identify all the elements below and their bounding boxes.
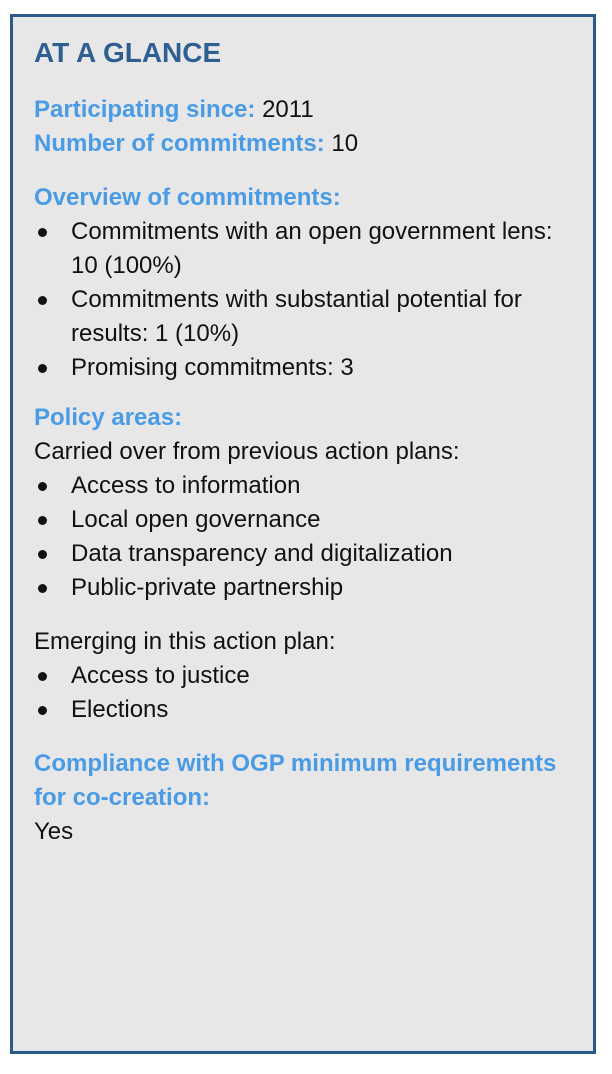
carried-over-label: Carried over from previous action plans: — [34, 438, 460, 465]
number-of-commitments-value: 10 — [331, 130, 359, 157]
emerging-list — [34, 659, 573, 727]
number-of-commitments-label: Number of commitments: — [34, 130, 325, 157]
participating-since-label: Participating since: — [34, 96, 256, 123]
participating-since — [34, 93, 573, 127]
at-a-glance-box — [10, 14, 596, 1054]
policy-areas-label: Policy areas: — [34, 404, 183, 431]
list-item: Public-private partnership — [34, 571, 573, 605]
list-item: Local open governance — [34, 503, 573, 537]
compliance-value: Yes — [34, 818, 74, 845]
list-item: Access to information — [34, 469, 573, 503]
emerging-label: Emerging in this action plan: — [34, 628, 336, 655]
carried-over-list — [34, 469, 573, 605]
list-item: Promising commitments: 3 — [34, 351, 573, 385]
page-title: AT A GLANCE — [34, 37, 222, 68]
compliance-label: Compliance with OGP minimum requirements for co-creation: — [34, 750, 557, 811]
list-item: Commitments with an open government lens: 10 (100%) — [34, 215, 573, 283]
list-item: Elections — [34, 693, 573, 727]
participating-since-value: 2011 — [262, 96, 314, 123]
list-item: Data transparency and digitalization — [34, 537, 573, 571]
list-item: Commitments with substantial potential for results: 1 (10%) — [34, 283, 573, 351]
list-item: Access to justice — [34, 659, 573, 693]
overview-list — [34, 215, 573, 385]
number-of-commitments — [34, 127, 573, 161]
overview-label: Overview of commitments: — [34, 184, 341, 211]
